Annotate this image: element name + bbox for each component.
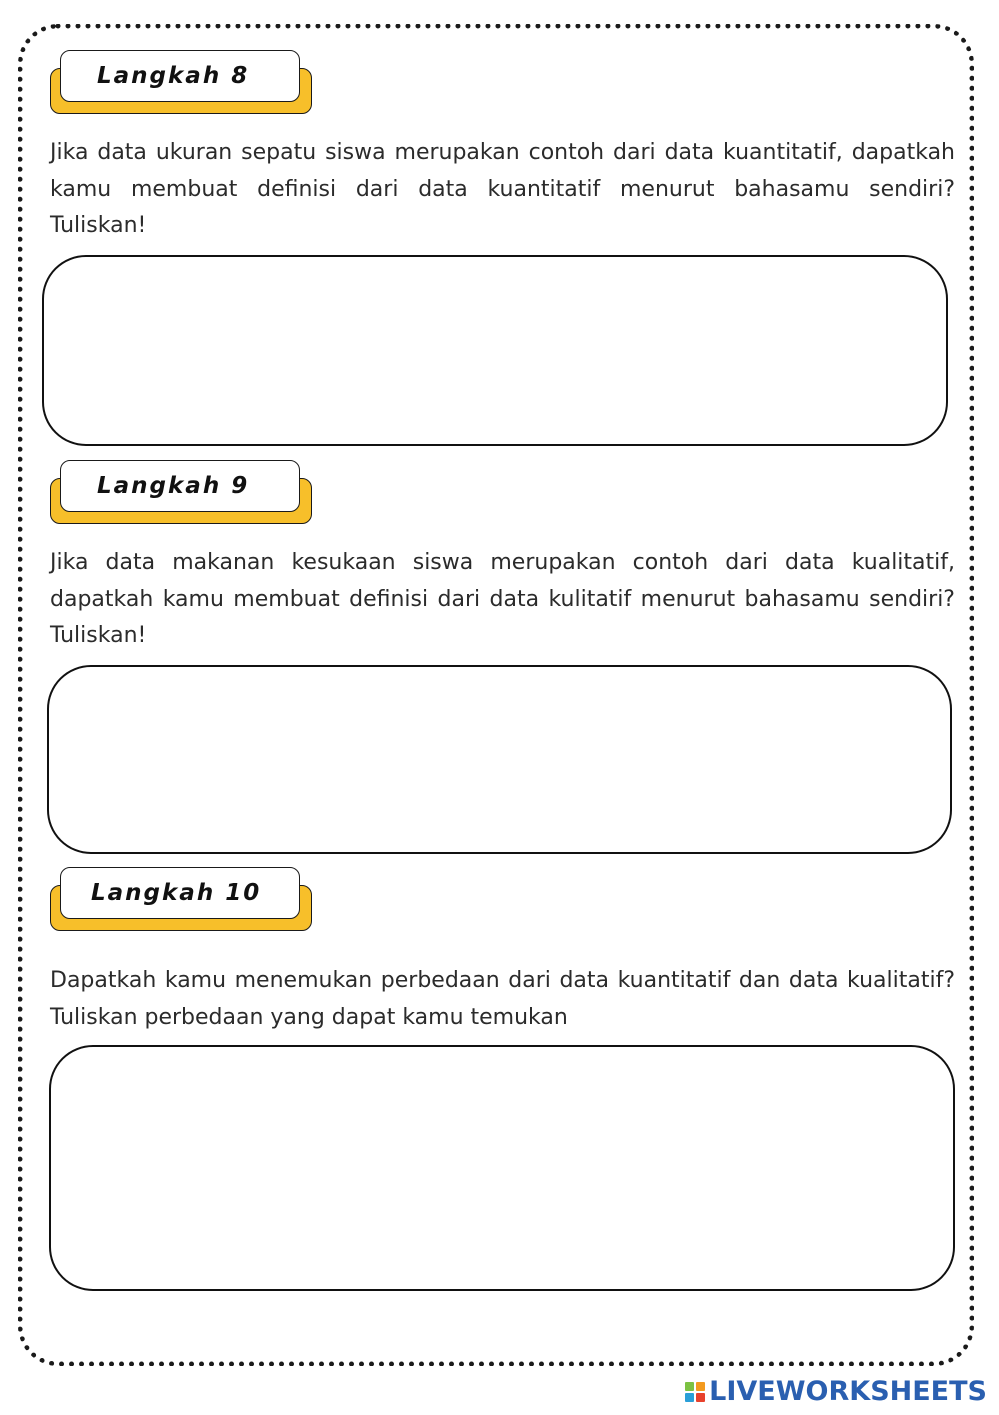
step-10-header xyxy=(50,867,312,933)
logo-square-e xyxy=(696,1393,705,1402)
step-8-answer-box[interactable] xyxy=(42,255,948,446)
step-10-answer-box[interactable] xyxy=(49,1045,955,1291)
step-9-header-face xyxy=(60,460,300,512)
liveworksheets-logo[interactable] xyxy=(685,1376,987,1407)
step-9-header xyxy=(50,460,312,526)
step-9-answer-box[interactable] xyxy=(47,665,952,854)
logo-square-v xyxy=(685,1393,694,1402)
step-10-header-face xyxy=(60,867,300,919)
step-9-title: Langkah 9 xyxy=(97,473,250,499)
step-9-question: Jika data makanan kesukaan siswa merupakan contoh dari data kualitatif, dapatkah kamu membuat definisi dari data kulitatif menurut bahasamu sendiri? Tuliskan! xyxy=(50,550,955,648)
logo-square-l xyxy=(685,1382,694,1391)
step-8-question: Jika data ukuran sepatu siswa merupakan contoh dari data kuantitatif, dapatkah kamu membuat definisi dari data kuantitatif menurut bahasamu sendiri? Tuliskan! xyxy=(50,140,955,238)
liveworksheets-logo-icon xyxy=(685,1382,705,1402)
liveworksheets-brand-text: LIVEWORKSHEETS xyxy=(709,1376,987,1407)
step-8-header-face xyxy=(60,50,300,102)
step-10-question: Dapatkah kamu menemukan perbedaan dari data kuantitatif dan data kualitatif? Tuliskan perbedaan yang dapat kamu temukan xyxy=(50,968,955,1030)
logo-square-i xyxy=(696,1382,705,1391)
step-8-header xyxy=(50,50,312,116)
step-8-title: Langkah 8 xyxy=(97,63,250,89)
step-10-title: Langkah 10 xyxy=(91,880,262,906)
